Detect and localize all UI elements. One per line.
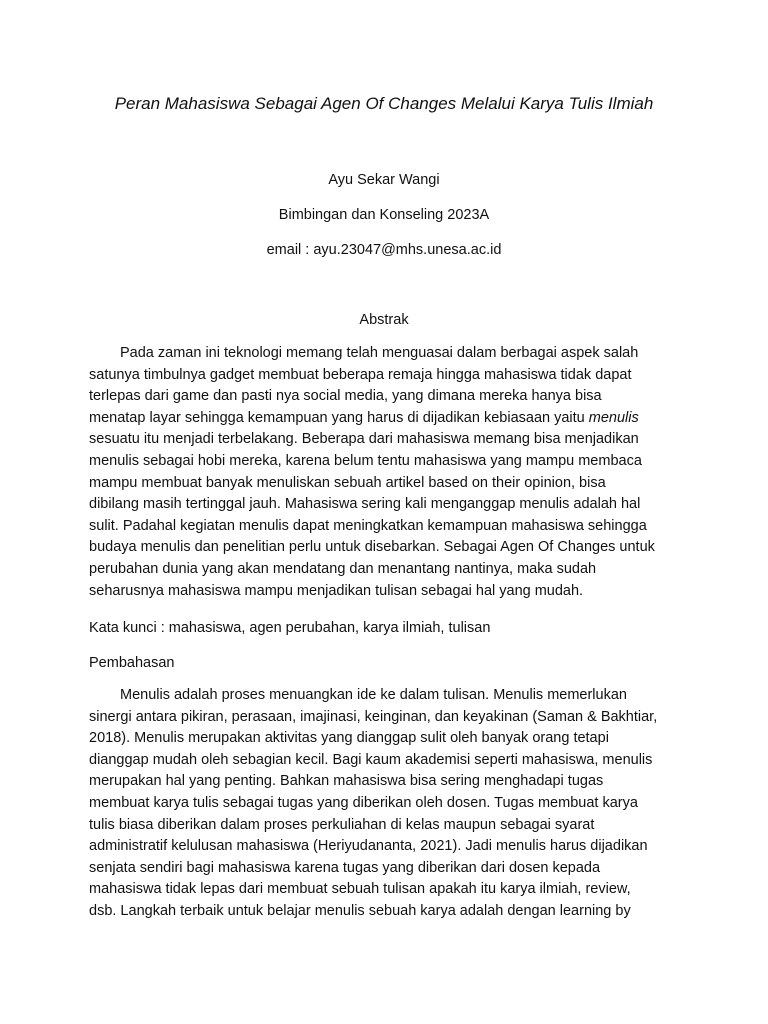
abstract-paragraph — [89, 343, 689, 602]
abstract-line: sulit. Padahal kegiatan menulis dapat meningkatkan kemampuan mahasiswa sehingga — [89, 517, 647, 534]
section-heading: Pembahasan — [89, 655, 175, 671]
section-line: merupakan hal yang penting. Bahkan mahasiswa bisa sering menghadapi tugas — [89, 773, 604, 790]
section-line: membuat karya tulis sebagai tugas yang diberikan oleh dosen. Tugas membuat karya — [89, 794, 638, 811]
abstract-line: budaya menulis dan penelitian perlu untuk disebarkan. Sebagai Agen Of Changes untuk — [89, 539, 655, 556]
abstract-italic-word: menulis — [588, 409, 639, 426]
abstract-line: dibilang masih tertinggal jauh. Mahasiswa sering kali menganggap menulis adalah hal — [89, 496, 641, 513]
abstract-line: sesuatu itu menjadi terbelakang. Beberapa dari mahasiswa memang bisa menjadikan — [89, 431, 639, 448]
section-line: senjata sendiri bagi mahasiswa karena tugas yang diberikan dari dosen kepada — [89, 859, 601, 876]
section-line: tulis biasa diberikan dalam proses perkuliahan di kelas maupun sebagai syarat — [89, 816, 595, 833]
abstract-line: perubahan dunia yang akan mendatang dan menantang nantinya, maka sudah — [89, 560, 597, 577]
abstract-line-text: menatap layar sehingga kemampuan yang harus di dijadikan kebiasaan yaitu — [89, 409, 589, 426]
author-program: Bimbingan dan Konseling 2023A — [278, 207, 490, 223]
section-line: dsb. Langkah terbaik untuk belajar menulis sebuah karya adalah dengan learning by — [89, 902, 631, 919]
author-email: email : ayu.23047@mhs.unesa.ac.id — [266, 242, 502, 258]
abstract-heading: Abstrak — [359, 312, 409, 328]
abstract-line: mampu membuat banyak menuliskan sebuah artikel based on their opinion, bisa — [89, 474, 606, 491]
section-line: sinergi antara pikiran, perasaan, imajinasi, keinginan, dan keyakinan (Saman & Bakhtiar, — [89, 708, 658, 725]
abstract-line: seharusnya mahasiswa mampu menjadikan tulisan sebagai hal yang mudah. — [89, 582, 584, 599]
section-line: mahasiswa tidak lepas dari membuat sebuah tulisan apakah itu karya ilmiah, review, — [89, 881, 631, 898]
document-title: Peran Mahasiswa Sebagai Agen Of Changes Melalui Karya Tulis Ilmiah — [114, 94, 654, 113]
section-line: 2018). Menulis merupakan aktivitas yang dianggap sulit oleh banyak orang tetapi — [89, 730, 609, 747]
abstract-line — [89, 408, 689, 430]
author-name: Ayu Sekar Wangi — [328, 172, 440, 188]
abstract-line: terlepas dari game dan pasti nya social media, yang dimana mereka hanya bisa — [89, 388, 602, 405]
section-line: administratif kelulusan mahasiswa (Heriyudananta, 2021). Jadi menulis harus dijadikan — [89, 838, 648, 855]
keywords-line: Kata kunci : mahasiswa, agen perubahan, karya ilmiah, tulisan — [89, 620, 491, 636]
section-line: Menulis adalah proses menuangkan ide ke dalam tulisan. Menulis memerlukan — [120, 687, 627, 703]
section-paragraph — [89, 685, 689, 923]
abstract-line: satunya timbulnya gadget membuat beberapa remaja hingga mahasiswa tidak dapat — [89, 366, 632, 383]
abstract-line: menulis sebagai hobi mereka, karena belum tentu mahasiswa yang mampu membaca — [89, 452, 642, 469]
abstract-line: Pada zaman ini teknologi memang telah menguasai dalam berbagai aspek salah — [120, 345, 639, 361]
section-line: dianggap mudah oleh sebagian kecil. Bagi kaum akademisi seperti mahasiswa, menulis — [89, 751, 653, 768]
